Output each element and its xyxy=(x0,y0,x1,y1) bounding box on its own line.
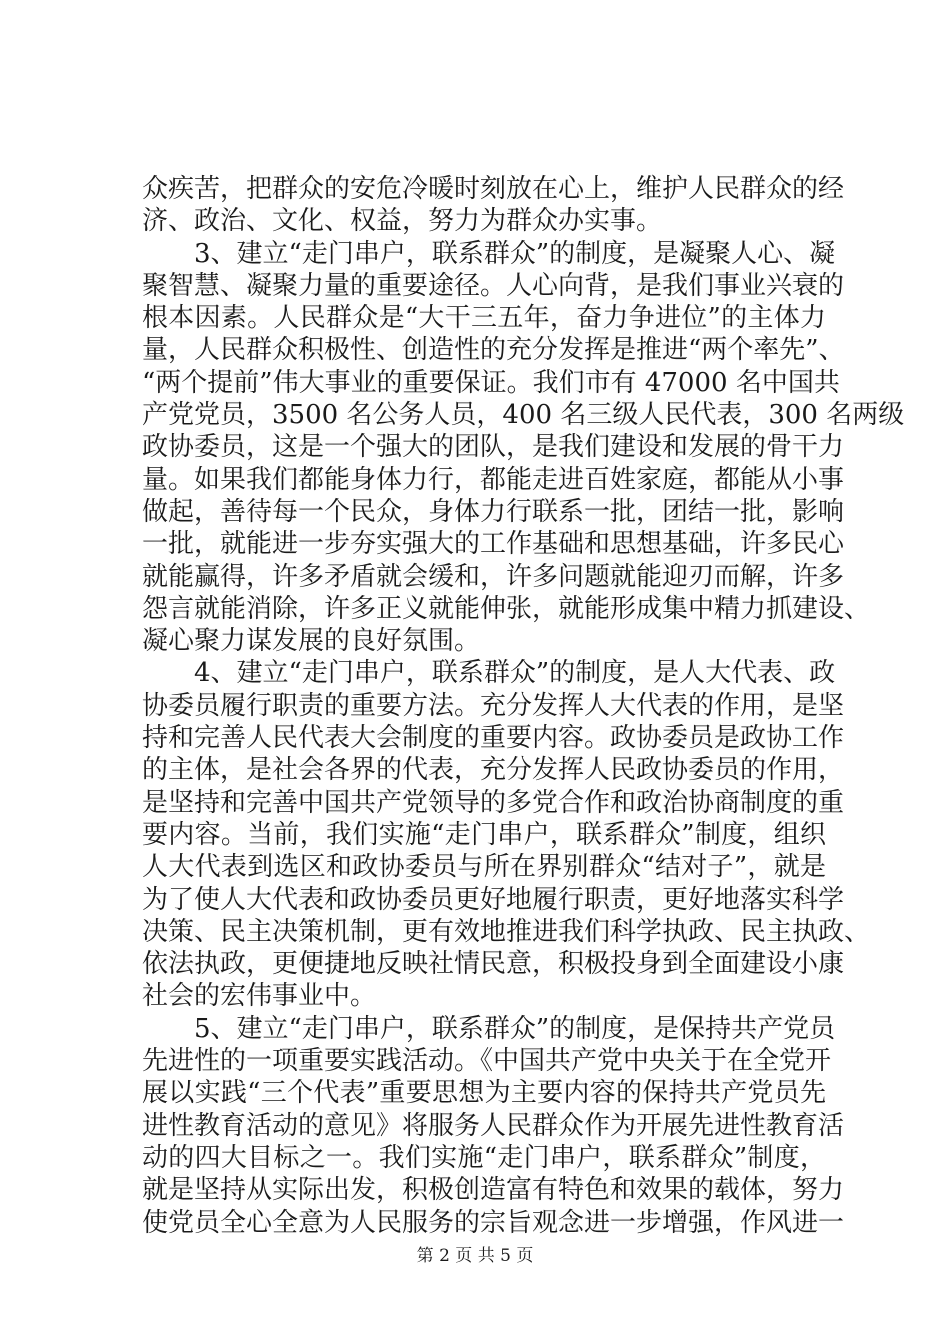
text-line: 量。如果我们都能身体力行，都能走进百姓家庭，都能从小事 xyxy=(142,464,845,495)
text-line: 使党员全心全意为人民服务的宗旨观念进一步增强，作风进一 xyxy=(142,1207,845,1238)
text-line: 动的四大目标之一。我们实施“走门串户，联系群众”制度， xyxy=(142,1142,826,1173)
text-line: 怨言就能消除，许多正义就能伸张，就能形成集中精力抓建设、 xyxy=(142,593,871,624)
body-text xyxy=(142,173,905,1239)
text-line: 进性教育活动的意见》将服务人民群众作为开展先进性教育活 xyxy=(142,1110,845,1141)
text-line: 为了使人大代表和政协委员更好地履行职责，更好地落实科学 xyxy=(142,884,845,915)
text-line: 先进性的一项重要实践活动。《中国共产党中央关于在全党开 xyxy=(142,1046,832,1077)
text-line: 量，人民群众积极性、创造性的充分发挥是推进“两个率先”、 xyxy=(142,335,845,366)
text-line: 一批，就能进一步夯实强大的工作基础和思想基础，许多民心 xyxy=(142,529,845,560)
text-line: 4、建立“走门串户，联系群众”的制度，是人大代表、政 xyxy=(142,658,836,689)
text-line: 要内容。当前，我们实施“走门串户，联系群众”制度，组织 xyxy=(142,819,826,850)
text-line: 社会的宏伟事业中。 xyxy=(142,981,377,1012)
text-line: 就能赢得，许多矛盾就会缓和，许多问题就能迎刃而解，许多 xyxy=(142,561,845,592)
text-line: 做起，善待每一个民众，身体力行联系一批，团结一批，影响 xyxy=(142,496,845,527)
text-line: 展以实践“三个代表”重要思想为主要内容的保持共产党员先 xyxy=(142,1078,826,1109)
text-line: 众疾苦，把群众的安危冷暖时刻放在心上，维护人民群众的经 xyxy=(142,174,845,204)
text-line: 协委员履行职责的重要方法。充分发挥人大代表的作用，是坚 xyxy=(142,690,845,721)
text-line: 的主体，是社会各界的代表，充分发挥人民政协委员的作用， xyxy=(142,755,845,786)
text-line: 5、建立“走门串户，联系群众”的制度，是保持共产党员 xyxy=(142,1013,836,1044)
text-line: 人大代表到选区和政协委员与所在界别群众“结对子”，就是 xyxy=(142,852,826,883)
text-line: 是坚持和完善中国共产党领导的多党合作和政治协商制度的重 xyxy=(142,787,845,818)
text-line: 依法执政，更便捷地反映社情民意，积极投身到全面建设小康 xyxy=(142,949,845,980)
text-line: 根本因素。人民群众是“大干三五年，奋力争进位”的主体力 xyxy=(142,303,826,334)
text-line: “两个提前”伟大事业的重要保证。我们市有 47000 名中国共 xyxy=(142,367,840,398)
text-line: 产党党员，3500 名公务人员，400 名三级人民代表，300 名两级 xyxy=(142,400,905,431)
text-line: 济、政治、文化、权益，努力为群众办实事。 xyxy=(142,206,663,237)
text-line: 聚智慧、凝聚力量的重要途径。人心向背，是我们事业兴衰的 xyxy=(142,270,845,301)
text-line: 持和完善人民代表大会制度的重要内容。政协委员是政协工作 xyxy=(142,723,845,754)
text-line: 就是坚持从实际出发，积极创造富有特色和效果的载体，努力 xyxy=(142,1175,845,1206)
page-footer: 第 2 页 共 5 页 xyxy=(416,1246,534,1266)
text-line: 3、建立“走门串户，联系群众”的制度，是凝聚人心、凝 xyxy=(142,238,836,269)
text-line: 决策、民主决策机制，更有效地推进我们科学执政、民主执政、 xyxy=(142,916,871,947)
text-line: 凝心聚力谋发展的良好氛围。 xyxy=(142,626,481,657)
text-line: 政协委员，这是一个强大的团队，是我们建设和发展的骨干力 xyxy=(142,432,845,463)
